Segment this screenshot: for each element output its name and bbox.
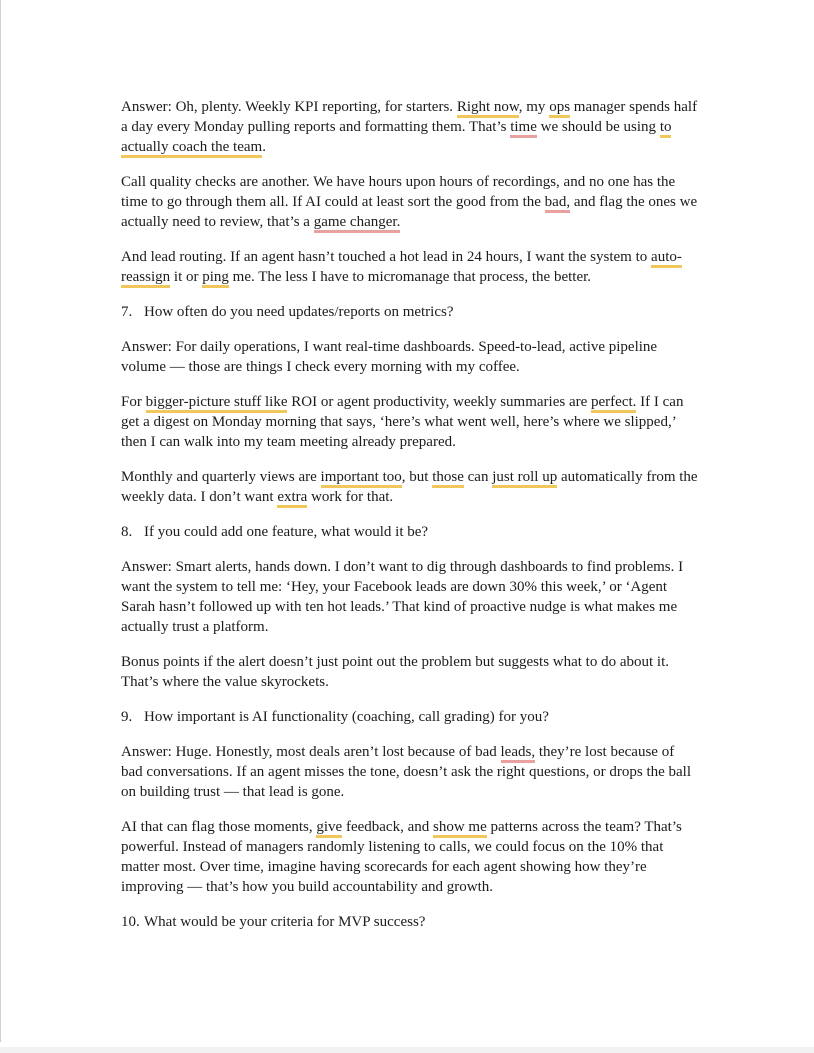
text-run: Call quality checks are another. We have hours upon hours of recordings, and no one has the time to go through them all. If AI could at least sort the good from the: [121, 174, 676, 210]
document-text-area[interactable]: [121, 97, 699, 947]
suggestion-underline-yellow[interactable]: ping: [202, 269, 229, 288]
text-run: patterns across the team? That’s powerful. Instead of managers randomly listening to calls, we could focus on the 10% that matter most. Over time, imagine having scorecards for each agent showing how they’re improving — that’s how you build accountability and growth.: [121, 819, 682, 895]
text-run: And lead routing. If an agent hasn’t touched a hot lead in 24 hours, I want the system to: [121, 249, 652, 265]
text-run: it or: [170, 269, 203, 285]
text-run: Answer: Oh, plenty. Weekly KPI reporting, for starters.: [121, 99, 457, 115]
text-run: Answer: Huge. Honestly, most deals aren’t lost because of bad: [121, 744, 501, 760]
suggestion-underline-pink[interactable]: leads,: [501, 744, 536, 763]
text-run: manager spends half a day every Monday pulling reports and formatting them. That’s: [121, 99, 698, 135]
question-item: [121, 302, 699, 322]
suggestion-underline-yellow[interactable]: those: [432, 469, 464, 488]
paragraph: [121, 467, 699, 507]
suggestion-underline-yellow[interactable]: give: [316, 819, 342, 838]
question-text: How important is AI functionality (coaching, call grading) for you?: [144, 709, 549, 725]
text-run: feedback, and: [342, 819, 433, 835]
suggestion-underline-yellow[interactable]: important too: [321, 469, 402, 488]
suggestion-underline-pink[interactable]: bad,: [545, 194, 570, 213]
text-run: Answer: Smart alerts, hands down. I don’t want to dig through dashboards to find problems. I want the system to tell me: ‘Hey, your Facebook leads are down 30% this week,’ or ‘Agent Sarah hasn’t followed up with ten hot leads.’ That kind of proactive nudge is what makes me actually trust a platform.: [121, 559, 684, 635]
page-bottom-edge: [0, 1047, 814, 1053]
text-run: , but: [401, 469, 433, 485]
question-text: What would be your criteria for MVP success?: [144, 914, 426, 930]
text-run: Monthly and quarterly views are: [121, 469, 321, 485]
suggestion-underline-pink[interactable]: time: [510, 119, 537, 138]
suggestion-underline-pink[interactable]: game changer.: [314, 214, 401, 233]
text-run: they’re lost because of bad conversations. If an agent misses the tone, doesn’t ask the right questions, or drops the ball on building trust — that lead is gone.: [121, 744, 692, 800]
question-number: 10.: [121, 914, 140, 930]
text-run: me. The less I have to micromanage that process, the better.: [228, 269, 592, 285]
text-run: ROI or agent productivity, weekly summaries are: [287, 394, 592, 410]
text-run: and flag the ones we actually need to review, that’s a: [121, 194, 698, 230]
suggestion-underline-yellow[interactable]: show me: [433, 819, 487, 838]
question-item: [121, 707, 699, 727]
suggestion-underline-yellow[interactable]: perfect.: [591, 394, 636, 413]
suggestion-underline-yellow[interactable]: ops: [549, 99, 570, 118]
suggestion-underline-yellow[interactable]: just roll up: [492, 469, 557, 488]
question-item: [121, 912, 699, 932]
text-run: If I can get a digest on Monday morning that says, ‘here’s what went well, here’s where we slipped,’ then I can walk into my team meeting already prepared.: [121, 394, 684, 450]
question-number: 7.: [121, 304, 133, 320]
text-run: AI that can flag those moments,: [121, 819, 317, 835]
suggestion-underline-yellow[interactable]: to actually coach the team: [121, 119, 671, 158]
question-text: If you could add one feature, what would it be?: [144, 524, 429, 540]
text-run: we should be using: [536, 119, 660, 135]
suggestion-underline-yellow[interactable]: auto-reassign: [121, 249, 682, 288]
paragraph: [121, 172, 699, 232]
paragraph: [121, 817, 699, 897]
text-run: work for that.: [307, 489, 394, 505]
page-left-edge: [0, 0, 1, 1042]
question-number: 8.: [121, 524, 133, 540]
question-text: How often do you need updates/reports on metrics?: [144, 304, 454, 320]
text-run: For: [121, 394, 146, 410]
text-run: can: [463, 469, 493, 485]
suggestion-underline-yellow[interactable]: bigger-picture stuff like: [146, 394, 288, 413]
text-run: , my: [518, 99, 550, 115]
question-number: 9.: [121, 709, 133, 725]
text-run: .: [262, 139, 266, 155]
paragraph: [121, 557, 699, 637]
text-run: automatically from the weekly data. I don’t want: [121, 469, 698, 505]
paragraph: [121, 247, 699, 287]
suggestion-underline-yellow[interactable]: Right now: [457, 99, 519, 118]
question-item: [121, 522, 699, 542]
paragraph: [121, 742, 699, 802]
suggestion-underline-yellow[interactable]: extra: [277, 489, 307, 508]
paragraph: [121, 392, 699, 452]
paragraph: [121, 97, 699, 157]
paragraph: [121, 337, 699, 377]
text-run: Answer: For daily operations, I want real-time dashboards. Speed-to-lead, active pipeline volume — those are things I check every morning with my coffee.: [121, 339, 658, 375]
paragraph: [121, 652, 699, 692]
text-run: Bonus points if the alert doesn’t just point out the problem but suggests what to do about it. That’s where the value skyrockets.: [121, 654, 670, 690]
